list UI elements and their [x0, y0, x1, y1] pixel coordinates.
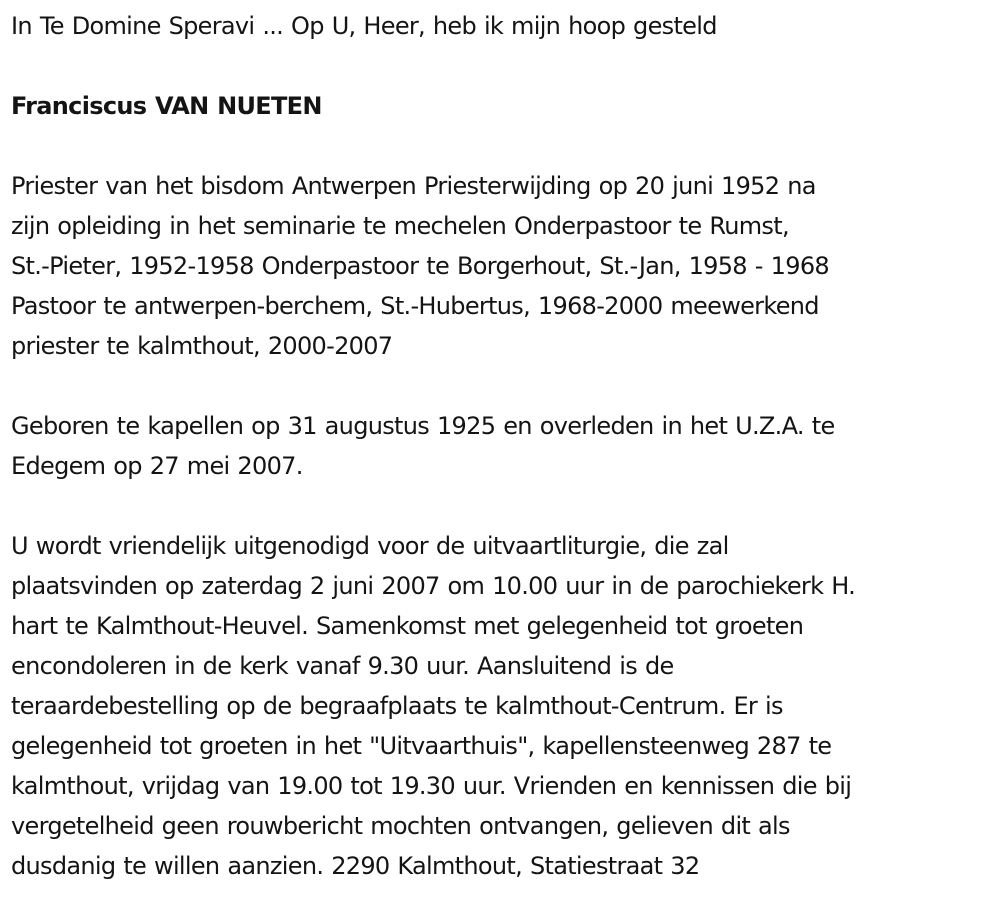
birth-death-paragraph: [11, 406, 993, 486]
funeral-line: vergetelheid geen rouwbericht mochten ontvangen, gelieven dit als: [11, 812, 790, 840]
spacer: [11, 486, 993, 526]
career-line: priester te kalmthout, 2000-2007: [11, 332, 393, 360]
funeral-paragraph: [11, 526, 993, 886]
funeral-line: gelegenheid tot groeten in het "Uitvaarthuis", kapellensteenweg 287 te: [11, 732, 832, 760]
spacer: [11, 46, 993, 86]
birth-death-line: Geboren te kapellen op 31 augustus 1925 en overleden in het U.Z.A. te: [11, 412, 835, 440]
funeral-line: U wordt vriendelijk uitgenodigd voor de uitvaartliturgie, die zal: [11, 532, 729, 560]
spacer: [11, 126, 993, 166]
career-line: zijn opleiding in het seminarie te mechelen Onderpastoor te Rumst,: [11, 212, 789, 240]
career-line: Priester van het bisdom Antwerpen Priesterwijding op 20 juni 1952 na: [11, 172, 816, 200]
career-line: Pastoor te antwerpen-berchem, St.-Hubertus, 1968-2000 meewerkend: [11, 292, 819, 320]
funeral-line: dusdanig te willen aanzien. 2290 Kalmthout, Statiestraat 32: [11, 852, 700, 880]
deceased-name: Franciscus VAN NUETEN: [11, 92, 322, 120]
funeral-line: kalmthout, vrijdag van 19.00 tot 19.30 uur. Vrienden en kennissen die bij: [11, 772, 852, 800]
funeral-line: encondoleren in de kerk vanaf 9.30 uur. Aansluitend is de: [11, 652, 674, 680]
career-paragraph: [11, 166, 993, 366]
funeral-line: teraardebestelling op de begraafplaats te kalmthout-Centrum. Er is: [11, 692, 783, 720]
header-quote: In Te Domine Speravi ... Op U, Heer, heb ik mijn hoop gesteld: [11, 12, 717, 40]
funeral-line: plaatsvinden op zaterdag 2 juni 2007 om 10.00 uur in de parochiekerk H.: [11, 572, 856, 600]
career-line: St.-Pieter, 1952-1958 Onderpastoor te Borgerhout, St.-Jan, 1958 - 1968: [11, 252, 829, 280]
birth-death-line: Edegem op 27 mei 2007.: [11, 452, 303, 480]
obituary-text: [11, 6, 993, 886]
spacer: [11, 366, 993, 406]
funeral-line: hart te Kalmthout-Heuvel. Samenkomst met gelegenheid tot groeten: [11, 612, 804, 640]
